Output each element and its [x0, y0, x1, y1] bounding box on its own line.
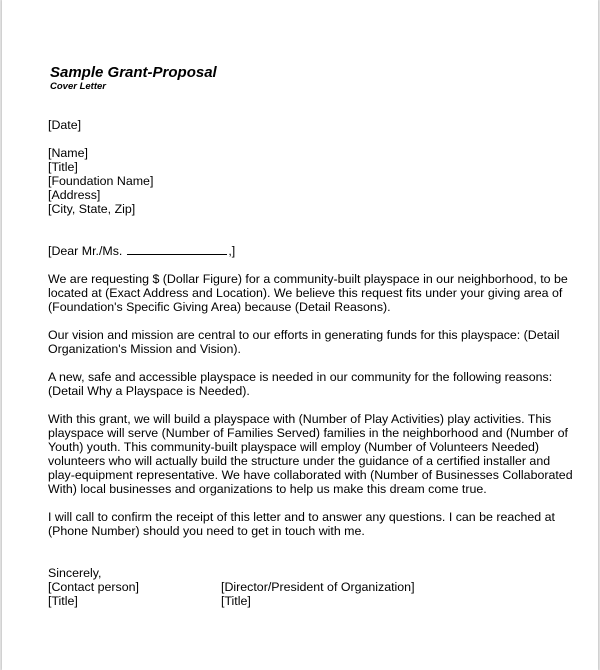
signature-row — [48, 580, 573, 594]
address-line: [Title] — [48, 160, 78, 174]
document-title: Sample Grant-Proposal — [50, 64, 217, 81]
paragraph-request: We are requesting $ (Dollar Figure) for a community-built playspace in our neighborhood, to be located at (Exact Address and Location). We believe this request fits under your giving area of (Foundation's Specific Giving Area) because (Detail Reasons). — [48, 272, 568, 314]
address-line: [Name] — [48, 146, 88, 160]
letter-body — [48, 64, 573, 608]
address-line: [Foundation Name] — [48, 174, 154, 188]
signature-left-title: [Title] — [48, 594, 78, 608]
paragraph-plan: With this grant, we will build a playspace with (Number of Play Activities) play activities. This playspace will serve (Number of Families Served) families in the neighborhood and (Number of Youth) youth. This community-built playspace will employ (Number of Volunteers Needed) volunteers who will actually build the structure under the guidance of a certified installer and play-equipment representative. We have collaborated with (Number of Businesses Collaborated With) local businesses and organizations to help us make this dream come true. — [48, 412, 573, 496]
signature-right: [Director/President of Organization] — [221, 580, 415, 594]
salutation — [48, 244, 573, 258]
signature-row — [48, 594, 573, 608]
salutation-suffix: ,] — [228, 244, 236, 258]
recipient-address — [48, 146, 573, 216]
paragraph-need: A new, safe and accessible playspace is needed in our community for the following reasons: (Detail Why a Playspace is Needed). — [48, 370, 553, 398]
address-line: [City, State, Zip] — [48, 202, 136, 216]
document-subtitle: Cover Letter — [50, 81, 106, 92]
document-page — [2, 0, 598, 670]
letter-date: [Date] — [48, 118, 82, 132]
paragraph-followup: I will call to confirm the receipt of this letter and to answer any questions. I can be reached at (Phone Number) should you need to get in touch with me. — [48, 510, 555, 538]
salutation-blank-line — [127, 244, 227, 255]
salutation-prefix: [Dear Mr./Ms. — [48, 244, 123, 258]
paragraph-mission: Our vision and mission are central to our efforts in generating funds for this playspace: (Detail Organization's Mission and Vision). — [48, 328, 560, 356]
address-line: [Address] — [48, 188, 101, 202]
signature-left: [Contact person] — [48, 580, 139, 594]
signature-right-title: [Title] — [221, 594, 251, 608]
closing: Sincerely, — [48, 566, 102, 580]
